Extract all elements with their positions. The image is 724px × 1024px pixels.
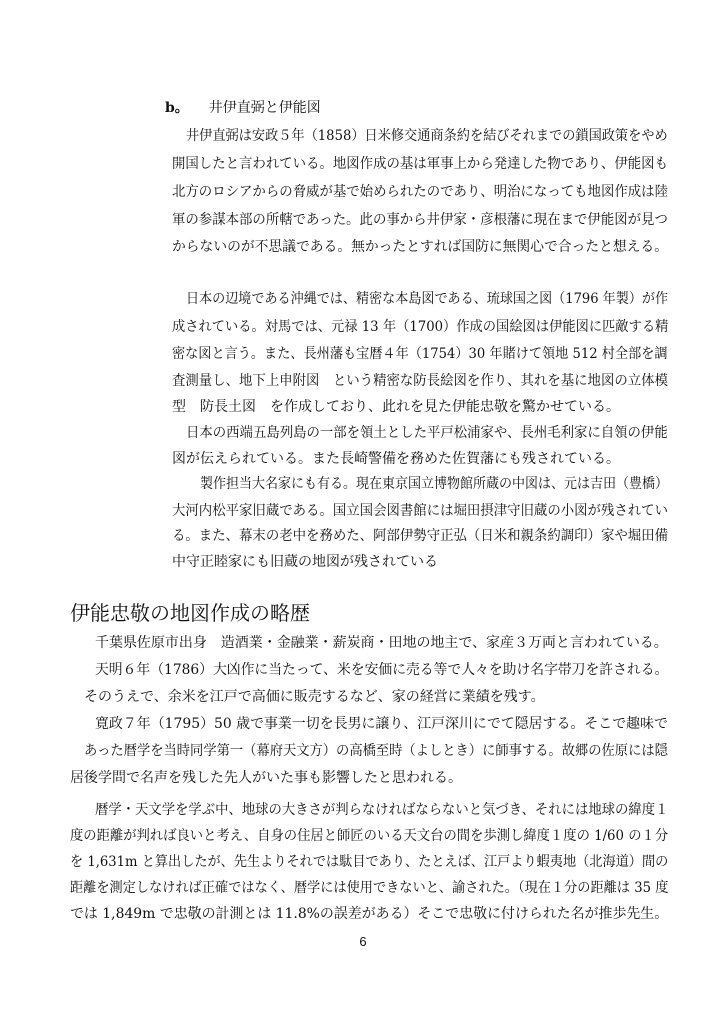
paragraph-line: 図が伝えられている。また長崎警備を務めた佐賀藩にも残されている。 [172,451,620,467]
paragraph-line: 中守正睦家にも旧蔵の地図が残されている [172,554,438,570]
paragraph-line: 居後学問で名声を残した先人がいた事も影響したと思われる。 [70,770,462,786]
section-title: 伊能忠敬の地図作成の略歴 [70,601,310,625]
paragraph-line: 北方のロシアからの脅威が基で始められたのであり、明治になっても地図作成は陸 [172,184,668,200]
paragraph-line: 寛政７年（1795）50 歳で事業一切を長男に譲り、江戸深川にでて隠居する。そこで趣味で [95,716,668,732]
paragraph-line: 度の距離が判れば良いと考え、自身の住居と師匠のいる天文台の間を歩測し緯度１度の 1/60 の１分 [70,828,669,844]
paragraph-line: 型 防長土図 を作成しており、此れを見た伊能忠敬を驚かせている。 [172,399,620,415]
paragraph-line: 日本の辺境である沖縄では、精密な本島図である、琉球国之図（1796 年製）が作 [186,291,669,307]
paragraph-line: では 1,849m で忠敬の計測とは 11.8%の誤差がある）そこで忠敬に付けられた名が推歩先生。 [70,906,669,922]
paragraph-line: 製作担当大名家にも有る。現在東京国立博物館所蔵の中図は、元は吉田（豊橋） [200,476,669,492]
paragraph-line: 大河内松平家旧蔵である。国立国会図書館には堀田摂津守旧蔵の小図が残されてい [172,503,668,519]
paragraph-line: 軍の参謀本部の所轄であった。此の事から井伊家・彦根藩に現在まで伊能図が見つ [172,212,668,228]
paragraph-line: 日本の西端五島列島の一部を領土とした平戸松浦家や、長州毛利家に自領の伊能 [186,425,668,441]
subsection-title: 井伊直弼と伊能図 [208,100,321,116]
paragraph-line: 距離を測定しなければ正確ではなく、暦学には使用できないと、諭された。（現在１分の距離は 35 度 [70,880,669,896]
paragraph-line: そのうえで、余米を江戸で高価に販売するなど、家の経営に業績を残す。 [84,689,545,705]
paragraph-line: る。また、幕末の老中を務めた、阿部伊勢守正弘（日米和親条約調印）家や堀田備 [172,528,668,544]
page-number: 6 [359,934,367,949]
paragraph-line: からないのが不思議である。無かったとすれば国防に無関心で合ったと想える。 [172,239,668,255]
subsection-heading [165,99,321,117]
paragraph-line: 井伊直弼は安政５年（1858）日米修交通商条約を結びそれまでの鎖国政策をやめ [186,128,668,144]
paragraph-line: 天明６年（1786）大凶作に当たって、米を安価に売る等で人々を助け名字帯刀を許される。 [95,662,669,678]
paragraph-line: 成されている。対馬では、元禄 13 年（1700）作成の国絵図は伊能図に匹敵する精 [172,319,669,335]
paragraph-line: 千葉県佐原市出身 造酒業・金融業・薪炭商・田地の地主で、家産３万両と言われている。 [95,635,668,651]
paragraph-line: 暦学・天文学を学ぶ中、地球の大きさが判らなければならないと気づき、それには地球の緯度１ [95,802,669,818]
paragraph-line: 査測量し、地下上申附図 という精密な防長絵図を作り、其れを基に地図の立体模 [172,373,668,389]
paragraph-line: 開国したと言われている。地図作成の基は軍事上から発達した物であり、伊能図も [172,156,668,172]
paragraph-line: を 1,631m と算出したが、先生よりそれでは駄目であり、たとえば、江戸より蝦夷地（北海道）間の [70,854,669,870]
paragraph-line: 密な図と言う。また、長州藩も宝暦４年（1754）30 年賭けて領地 512 村全部を調 [172,346,668,362]
paragraph-line: あった暦学を当時同学第一（幕府天文方）の高橋至時（よしとき）に師事する。故郷の佐原には隠 [84,743,668,759]
subsection-label: b。 [165,100,189,116]
